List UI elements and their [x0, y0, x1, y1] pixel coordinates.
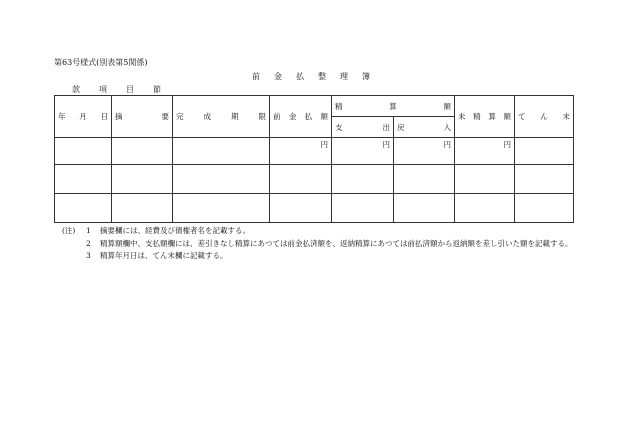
table-cell[interactable] — [270, 165, 332, 194]
table-cell[interactable] — [515, 138, 574, 165]
table-cell[interactable] — [55, 194, 112, 223]
table-cell[interactable] — [394, 194, 455, 223]
table-cell[interactable] — [515, 165, 574, 194]
table-cell[interactable] — [455, 194, 515, 223]
table-cell[interactable] — [394, 165, 455, 194]
note-item — [62, 250, 590, 263]
advance-header: 前 金 払 額 — [270, 96, 332, 138]
table-row — [55, 194, 574, 223]
table-cell[interactable] — [173, 138, 270, 165]
ledger-table — [54, 95, 574, 223]
note-item — [62, 238, 590, 251]
table-row — [55, 138, 574, 165]
completion-header: 完 成 期 限 — [173, 96, 270, 138]
table-cell[interactable] — [112, 165, 173, 194]
note-number: 1 — [86, 226, 91, 235]
date-header: 年 月 日 — [55, 96, 112, 138]
yen-unit[interactable]: 円 — [394, 138, 455, 165]
table-cell[interactable] — [332, 165, 394, 194]
settlement-header: 精 算 額 — [332, 96, 455, 117]
yen-unit[interactable]: 円 — [270, 138, 332, 165]
yen-unit[interactable]: 円 — [455, 138, 515, 165]
refund-header: 戻 入 — [394, 117, 455, 138]
table-cell[interactable] — [55, 165, 112, 194]
form-number: 第63号様式(別表第5関係) — [54, 58, 148, 67]
item-label: 款項目節 — [72, 85, 180, 94]
header-row-1 — [55, 96, 574, 117]
table-row — [55, 165, 574, 194]
table-cell[interactable] — [112, 138, 173, 165]
final-header: て ん 末 — [515, 96, 574, 138]
table-cell[interactable] — [270, 194, 332, 223]
note-text: 精算額欄中、支払額欄には、差引きなし精算にあつては前金払済額を、返納精算にあつては前払済額から返納額を差し引いた額を記載する。 — [100, 238, 573, 248]
page-title: 前金払整理簿 — [252, 72, 384, 81]
table-cell[interactable] — [515, 194, 574, 223]
yen-unit[interactable]: 円 — [332, 138, 394, 165]
payment-header: 支 出 — [332, 117, 394, 138]
table-cell[interactable] — [455, 165, 515, 194]
notes-prefix: (注) — [62, 226, 76, 235]
note-text: 精算年月日は、てん末欄に記載する。 — [100, 251, 228, 260]
note-number: 3 — [86, 251, 91, 260]
note-item — [62, 225, 590, 238]
notes — [62, 225, 590, 263]
unsettled-header: 未 精 算 額 — [455, 96, 515, 138]
table-cell[interactable] — [173, 165, 270, 194]
table-cell[interactable] — [55, 138, 112, 165]
table-cell[interactable] — [112, 194, 173, 223]
table-cell[interactable] — [332, 194, 394, 223]
table-cell[interactable] — [173, 194, 270, 223]
note-text: 摘要欄には、経費及び債権者名を記載する。 — [100, 226, 250, 235]
note-number: 2 — [86, 238, 91, 248]
summary-header: 摘 要 — [112, 96, 173, 138]
